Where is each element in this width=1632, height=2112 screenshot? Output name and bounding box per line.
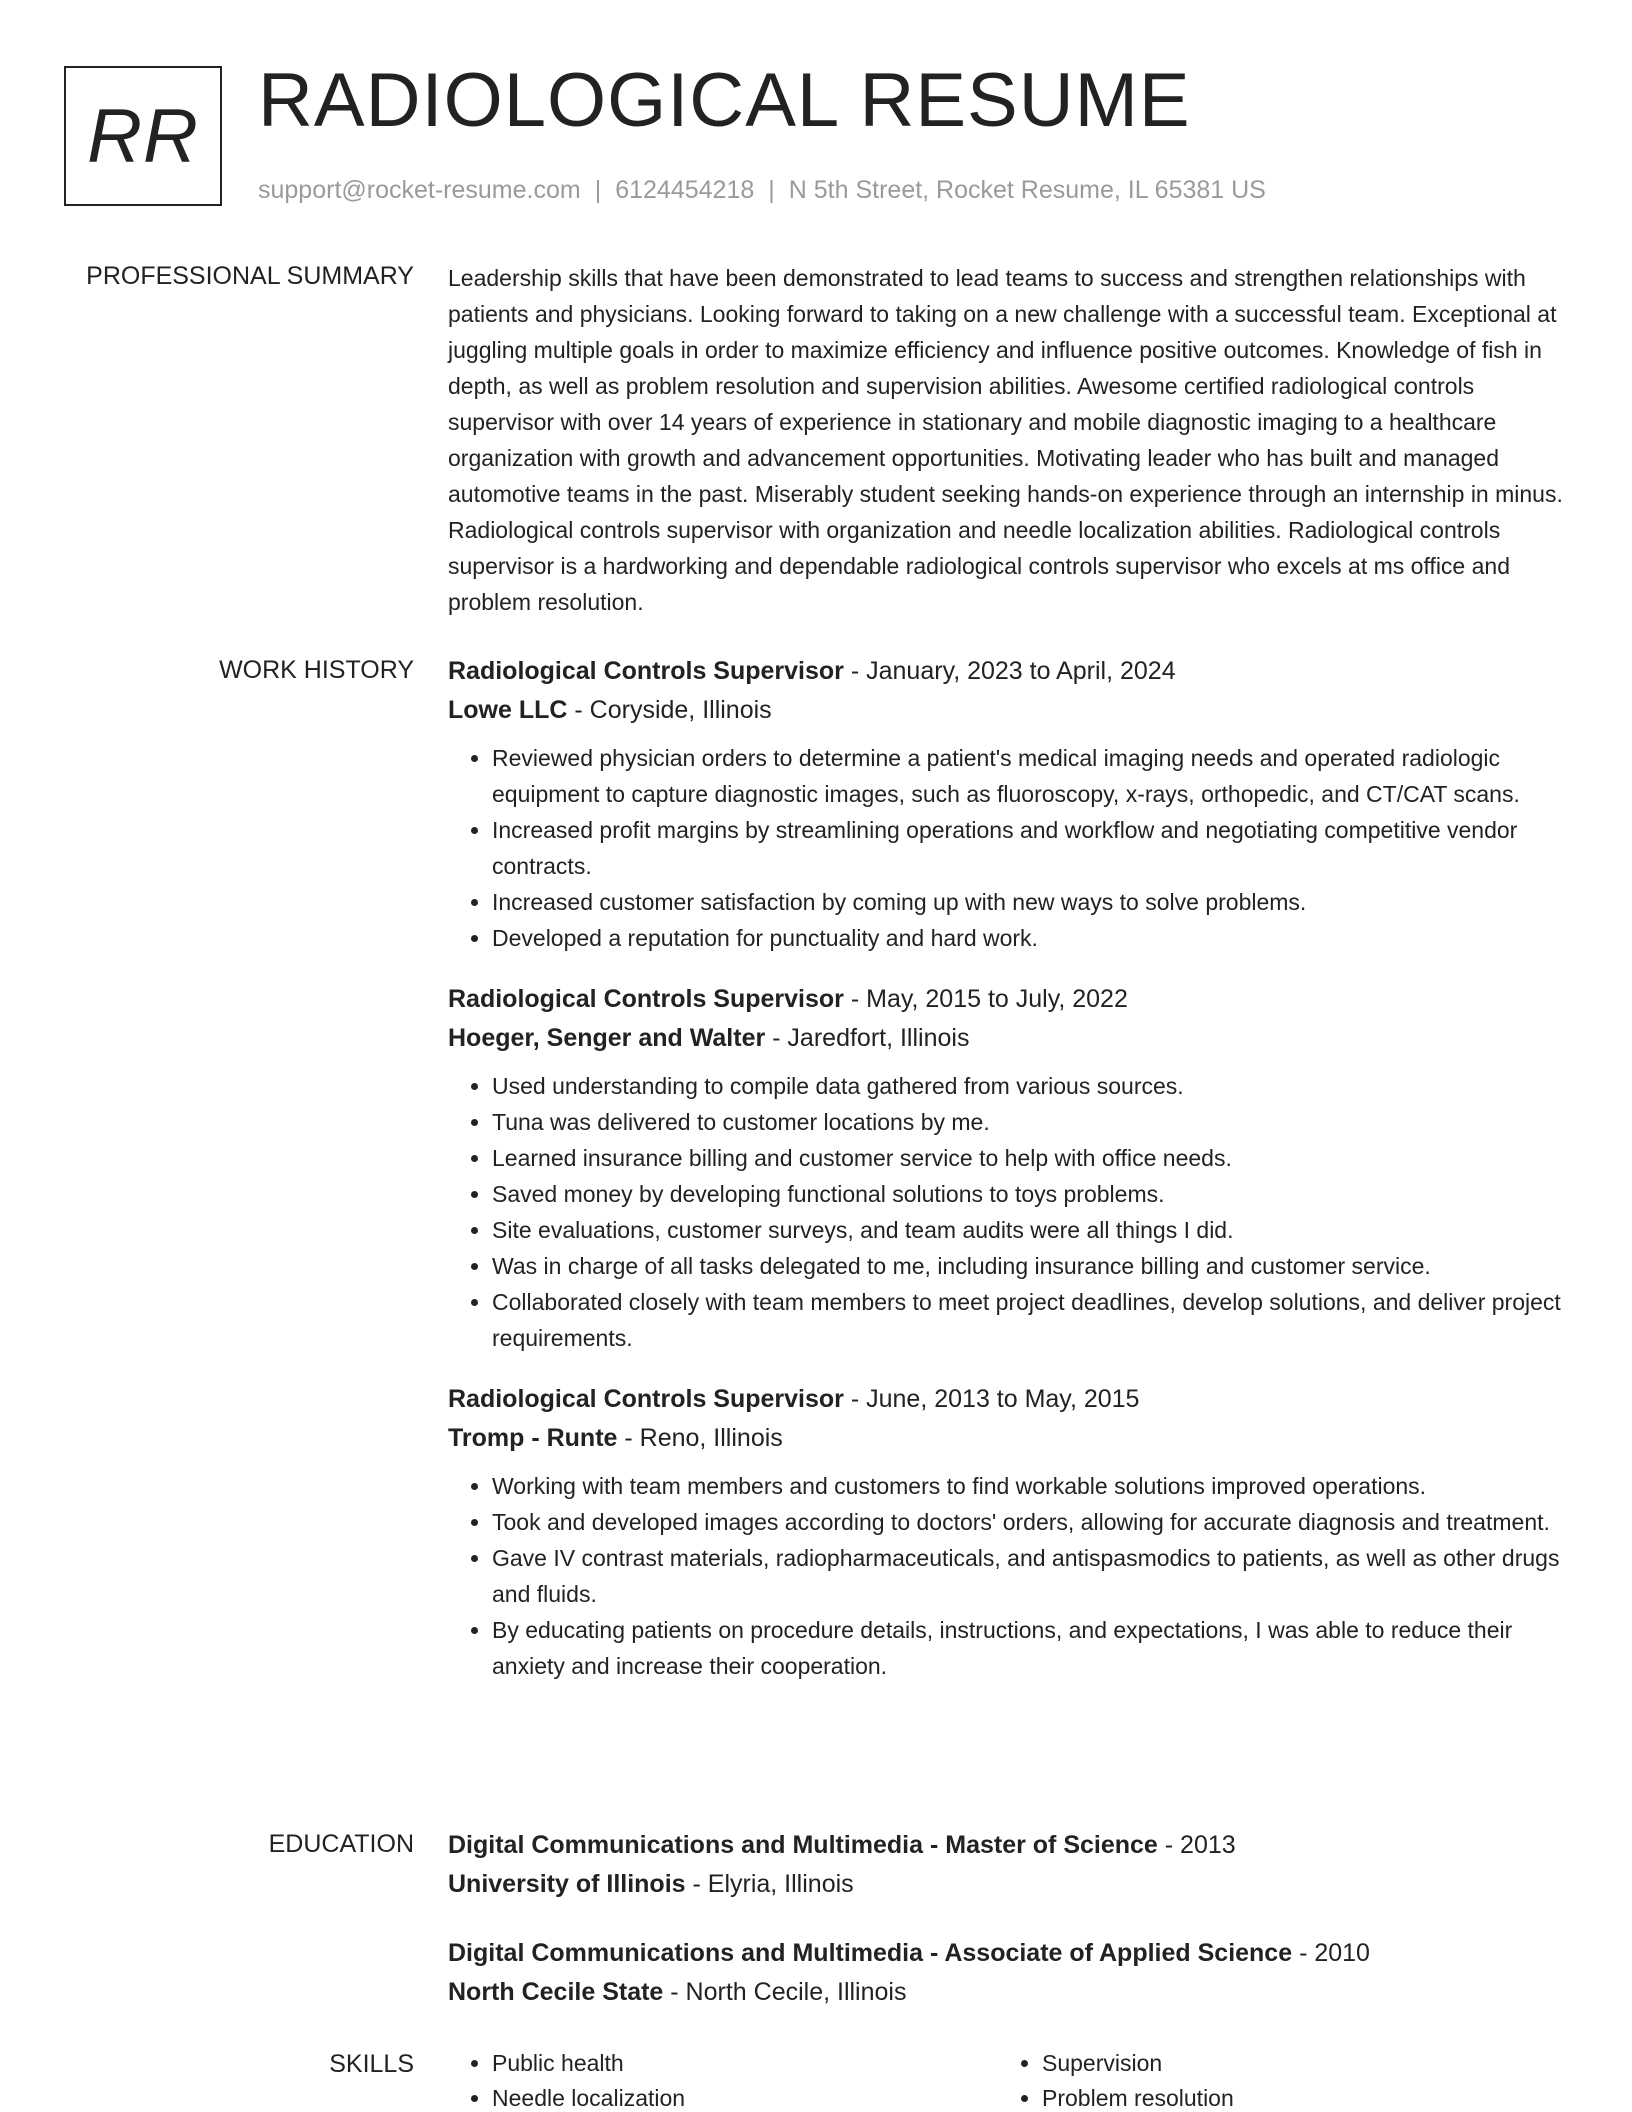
- degree-year: - 2010: [1292, 1939, 1370, 1967]
- job-company-line: [448, 691, 1570, 730]
- job-company-line: [448, 1419, 1570, 1458]
- job-bullets: [448, 1068, 1570, 1356]
- job-entry: [448, 1380, 1570, 1684]
- monogram-logo: RR: [64, 66, 222, 206]
- job-bullet-item: • Increased profit margins by streamlining operations and workflow and negotiating competitive vendor contracts.: [492, 812, 1570, 884]
- job-title-line: [448, 652, 1570, 691]
- contact-line: [258, 172, 1266, 208]
- degree-year: - 2013: [1157, 1831, 1236, 1859]
- job-title-line: [448, 1380, 1570, 1419]
- section-heading: WORK HISTORY: [219, 656, 414, 684]
- skill-item: • Needle localization: [492, 2081, 998, 2112]
- contact-email[interactable]: support@rocket-resume.com: [258, 176, 581, 204]
- degree-name: Digital Communications and Multimedia - Associate of Applied Science: [448, 1939, 1293, 1967]
- skills-grid: [448, 2046, 1570, 2112]
- job-bullets: [448, 740, 1570, 956]
- job-dates: - June, 2013 to May, 2015: [843, 1385, 1140, 1413]
- resume-title: RADIOLOGICAL RESUME: [258, 58, 1191, 143]
- section-heading: PROFESSIONAL SUMMARY: [86, 262, 414, 290]
- job-entry: [448, 980, 1570, 1356]
- contact-address: N 5th Street, Rocket Resume, IL 65381 US: [788, 176, 1266, 204]
- school-line: [448, 1865, 1570, 1904]
- school-location: - Elyria, Illinois: [685, 1870, 854, 1898]
- job-company: Hoeger, Senger and Walter: [448, 1024, 766, 1052]
- job-bullet-item: • By educating patients on procedure details, instructions, and expectations, I was able to reduce their anxiety and increase their cooperation.: [492, 1612, 1570, 1684]
- degree-line: [448, 1826, 1570, 1865]
- job-title: Radiological Controls Supervisor: [448, 1385, 844, 1413]
- degree-line: [448, 1934, 1570, 1973]
- skill-item: • Problem resolution: [1042, 2081, 1548, 2112]
- job-entry: [448, 652, 1570, 956]
- job-location: - Jaredfort, Illinois: [765, 1024, 970, 1052]
- school-line: [448, 1973, 1570, 2012]
- job-bullets: [448, 1468, 1570, 1684]
- school-name: North Cecile State: [448, 1978, 664, 2006]
- job-company: Tromp - Runte: [448, 1424, 618, 1452]
- job-company-line: [448, 1019, 1570, 1058]
- skills-list-left: [448, 2046, 998, 2112]
- contact-separator: |: [768, 176, 775, 204]
- job-bullet-item: • Was in charge of all tasks delegated to me, including insurance billing and customer service.: [492, 1248, 1570, 1284]
- contact-separator: |: [594, 176, 602, 204]
- job-bullet-item: • Tuna was delivered to customer locations by me.: [492, 1104, 1570, 1140]
- skill-item: • Supervision: [1042, 2046, 1548, 2081]
- job-dates: - January, 2023 to April, 2024: [843, 657, 1176, 685]
- job-bullet-item: • Learned insurance billing and customer service to help with office needs.: [492, 1140, 1570, 1176]
- skill-item: • Public health: [492, 2046, 998, 2081]
- contact-phone[interactable]: 6124454218: [615, 176, 755, 204]
- job-location: - Coryside, Illinois: [567, 696, 772, 724]
- section-heading: SKILLS: [329, 2050, 414, 2078]
- school-name: University of Illinois: [448, 1870, 686, 1898]
- skills-body: [448, 2046, 1570, 2112]
- summary-body: [448, 258, 1570, 620]
- work-history-body: [448, 652, 1570, 1708]
- school-location: - North Cecile, Illinois: [663, 1978, 907, 2006]
- job-bullet-item: • Increased customer satisfaction by coming up with new ways to solve problems.: [492, 884, 1570, 920]
- summary-text: Leadership skills that have been demonstrated to lead teams to success and strengthen relationships with patients and physicians. Looking forward to taking on a new challenge with a successful team. Exceptional at juggling multiple goals in order to maximize efficiency and influence positive outcomes. Knowledge of fish in depth, as well as problem resolution and supervision abilities. Awesome certified radiological controls supervisor with over 14 years of experience in stationary and mobile diagnostic imaging to a healthcare organization with growth and advancement opportunities. Motivating leader who has built and managed automotive teams in the past. Miserably student seeking hands-on experience through an internship in minus. Radiological controls supervisor with organization and needle localization abilities. Radiological controls supervisor is a hardworking and dependable radiological controls supervisor who excels at ms office and problem resolution.: [448, 265, 1563, 615]
- section-heading: EDUCATION: [268, 1830, 414, 1858]
- job-bullet-item: • Site evaluations, customer surveys, and team audits were all things I did.: [492, 1212, 1570, 1248]
- skills-list-right: [998, 2046, 1548, 2112]
- job-company: Lowe LLC: [448, 696, 568, 724]
- job-bullet-item: • Developed a reputation for punctuality and hard work.: [492, 920, 1570, 956]
- job-dates: - May, 2015 to July, 2022: [843, 985, 1128, 1013]
- job-bullet-item: • Saved money by developing functional solutions to toys problems.: [492, 1176, 1570, 1212]
- job-location: - Reno, Illinois: [617, 1424, 783, 1452]
- education-entry: [448, 1934, 1570, 2012]
- job-title: Radiological Controls Supervisor: [448, 657, 844, 685]
- job-bullet-item: • Collaborated closely with team members to meet project deadlines, develop solutions, and deliver project requirements.: [492, 1284, 1570, 1356]
- job-title: Radiological Controls Supervisor: [448, 985, 844, 1013]
- job-bullet-item: • Working with team members and customers to find workable solutions improved operations.: [492, 1468, 1570, 1504]
- job-title-line: [448, 980, 1570, 1019]
- degree-name: Digital Communications and Multimedia - Master of Science: [448, 1831, 1158, 1859]
- education-entry: [448, 1826, 1570, 1904]
- job-bullet-item: • Took and developed images according to doctors' orders, allowing for accurate diagnosis and treatment.: [492, 1504, 1570, 1540]
- job-bullet-item: • Used understanding to compile data gathered from various sources.: [492, 1068, 1570, 1104]
- job-bullet-item: • Gave IV contrast materials, radiopharmaceuticals, and antispasmodics to patients, as well as other drugs and fluids.: [492, 1540, 1570, 1612]
- job-bullet-item: • Reviewed physician orders to determine a patient's medical imaging needs and operated radiologic equipment to capture diagnostic images, such as fluoroscopy, x-rays, orthopedic, and CT/CAT scans.: [492, 740, 1570, 812]
- education-body: [448, 1826, 1570, 2042]
